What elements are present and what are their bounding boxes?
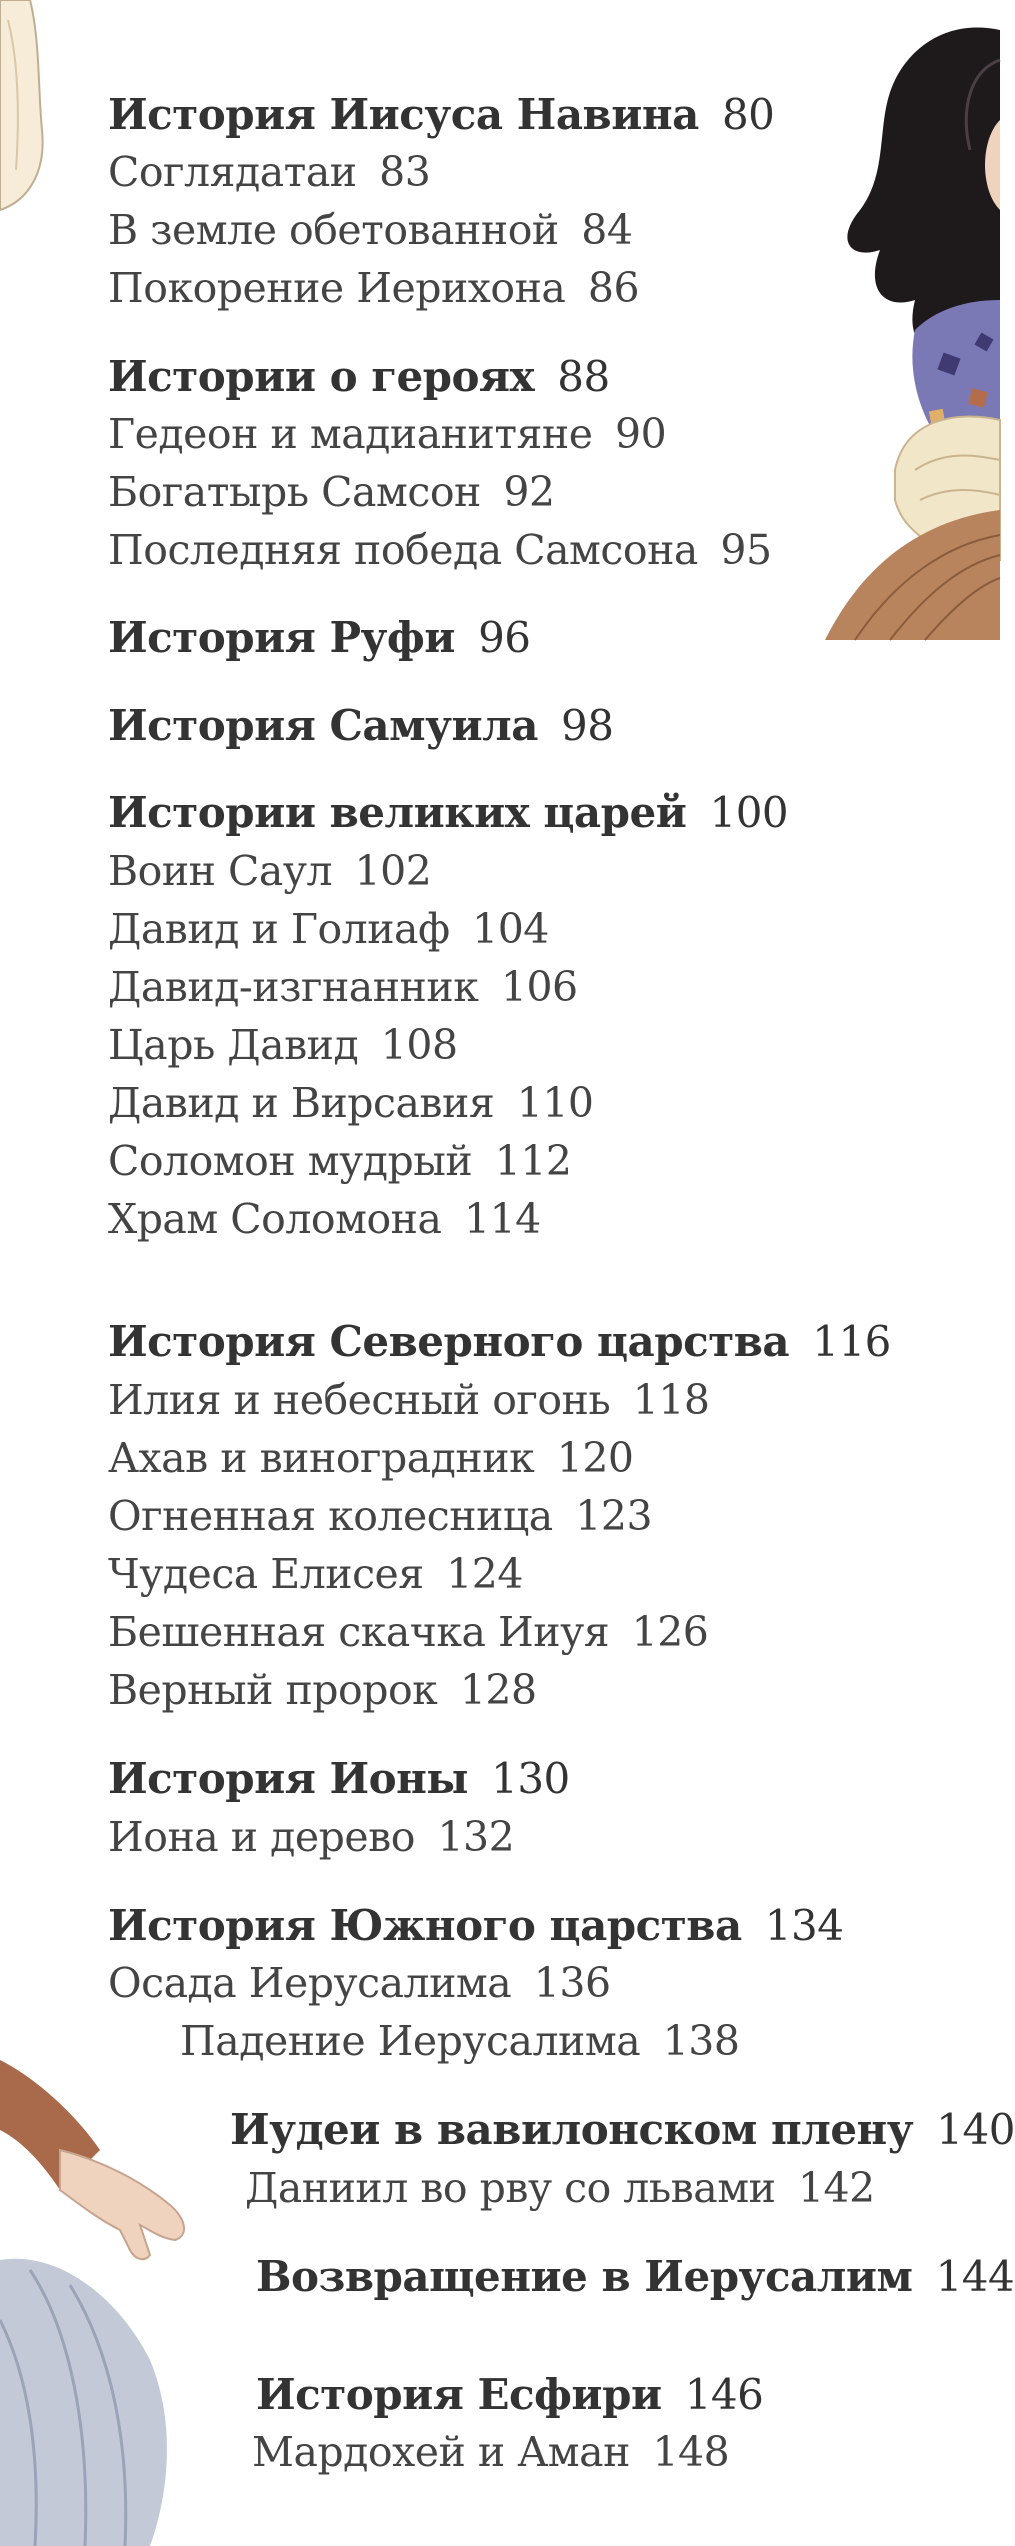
toc-entry-title: Давид и Голиаф	[108, 905, 450, 953]
toc-entry-page: 95	[720, 526, 772, 574]
toc-entry[interactable]	[230, 2105, 1015, 2154]
toc-entry-title: В земле обетованной	[108, 206, 559, 254]
toc-entry-page: 134	[764, 1901, 844, 1950]
toc-entry-page: 144	[935, 2252, 1015, 2301]
toc-entry[interactable]	[108, 1608, 709, 1656]
toc-entry-page: 140	[936, 2105, 1015, 2154]
toc-entry-page: 148	[652, 2428, 730, 2476]
toc-entry-title: Царь Давид	[108, 1021, 359, 1069]
toc-entry-title: Мардохей и Аман	[252, 2428, 630, 2476]
cloth-illustration-top-left	[0, 0, 60, 220]
toc-entry[interactable]	[108, 206, 633, 254]
toc-entry-page: 114	[463, 1195, 541, 1243]
toc-entry-title: Последняя победа Самсона	[108, 526, 698, 574]
toc-entry-page: 102	[354, 847, 432, 895]
toc-entry-page: 104	[472, 905, 549, 953]
toc-entry[interactable]	[108, 1492, 653, 1540]
toc-entry[interactable]	[108, 963, 578, 1011]
toc-entry[interactable]	[108, 1021, 458, 1069]
woman-illustration-top-right	[755, 0, 1000, 640]
toc-entry-page: 100	[709, 788, 789, 837]
figure-illustration-bottom-left	[0, 2040, 250, 2546]
toc-entry-page: 92	[503, 468, 555, 516]
toc-entry-title: Огненная колесница	[108, 1492, 553, 1540]
toc-entry-page: 108	[380, 1021, 458, 1069]
toc-entry-title: История Самуила	[108, 701, 538, 750]
toc-entry[interactable]	[108, 905, 549, 953]
toc-entry-page: 123	[575, 1492, 653, 1540]
toc-entry-page: 98	[561, 701, 614, 750]
toc-entry-title: Даниил во рву со львами	[245, 2164, 776, 2212]
toc-entry-title: Покорение Иерихона	[108, 264, 566, 312]
toc-entry-title: Иудеи в вавилонском плену	[230, 2105, 914, 2154]
toc-entry-title: Ахав и виноградник	[108, 1434, 535, 1482]
toc-entry-page: 118	[632, 1376, 710, 1424]
toc-entry-page: 80	[721, 90, 775, 139]
toc-entry[interactable]	[108, 1137, 572, 1185]
toc-entry[interactable]	[108, 613, 531, 662]
toc-entry-title: Давид и Вирсавия	[108, 1079, 495, 1127]
toc-entry[interactable]	[108, 788, 789, 837]
toc-entry-title: История Северного царства	[108, 1317, 790, 1366]
toc-entry[interactable]	[108, 847, 432, 895]
toc-entry-title: Падение Иерусалима	[180, 2017, 641, 2065]
toc-entry-title: История Ионы	[108, 1754, 469, 1803]
toc-entry-page: 116	[812, 1317, 891, 1366]
toc-entry[interactable]	[256, 2370, 764, 2419]
toc-entry[interactable]	[108, 526, 772, 574]
toc-entry-title: История Руфи	[108, 613, 455, 662]
toc-entry-title: Бешенная скачка Ииуя	[108, 1608, 610, 1656]
toc-entry-page: 83	[379, 148, 431, 196]
toc-entry-page: 84	[581, 206, 633, 254]
toc-entry[interactable]	[180, 2017, 740, 2065]
toc-entry-page: 128	[459, 1666, 537, 1714]
toc-entry[interactable]	[108, 1376, 710, 1424]
toc-entry[interactable]	[108, 1813, 515, 1861]
toc-entry-title: Иона и дерево	[108, 1813, 415, 1861]
toc-entry[interactable]	[108, 90, 775, 139]
toc-entry[interactable]	[108, 352, 610, 401]
toc-entry-page: 146	[684, 2370, 764, 2419]
toc-entry-page: 90	[615, 410, 667, 458]
toc-entry-page: 138	[662, 2017, 740, 2065]
toc-entry[interactable]	[108, 1550, 523, 1598]
toc-entry-page: 142	[797, 2164, 875, 2212]
toc-entry[interactable]	[108, 1195, 541, 1243]
toc-entry-page: 126	[631, 1608, 709, 1656]
toc-entry-page: 124	[446, 1550, 523, 1598]
toc-entry-page: 130	[491, 1754, 570, 1803]
toc-entry-title: Гедеон и мадианитяне	[108, 410, 593, 458]
toc-entry-title: История Южного царства	[108, 1901, 742, 1950]
toc-entry[interactable]	[108, 410, 667, 458]
toc-entry-title: Давид-изгнанник	[108, 963, 479, 1011]
toc-entry-page: 110	[516, 1079, 594, 1127]
toc-entry-title: Чудеса Елисея	[108, 1550, 424, 1598]
toc-entry-title: Истории великих царей	[108, 788, 687, 837]
toc-entry-title: Верный пророк	[108, 1666, 438, 1714]
toc-entry[interactable]	[108, 1901, 844, 1950]
toc-entry[interactable]	[245, 2164, 875, 2212]
toc-entry[interactable]	[256, 2252, 1015, 2301]
toc-entry[interactable]	[108, 1317, 891, 1366]
toc-entry-page: 86	[587, 264, 640, 312]
toc-entry-page: 132	[437, 1813, 515, 1861]
toc-entry-title: Богатырь Самсон	[108, 468, 481, 516]
toc-entry[interactable]	[108, 468, 555, 516]
toc-entry-title: Илия и небесный огонь	[108, 1376, 611, 1424]
toc-entry-title: Истории о героях	[108, 352, 535, 401]
toc-entry[interactable]	[108, 1959, 611, 2007]
toc-entry-title: Воин Саул	[108, 847, 332, 895]
toc-entry-page: 120	[556, 1434, 634, 1482]
toc-entry[interactable]	[108, 148, 431, 196]
toc-entry-page: 136	[533, 1959, 611, 2007]
toc-entry-page: 96	[478, 613, 531, 662]
toc-entry[interactable]	[108, 1666, 537, 1714]
toc-entry-title: Осада Иерусалима	[108, 1959, 512, 2007]
toc-entry-page: 106	[500, 963, 578, 1011]
toc-entry[interactable]	[252, 2428, 730, 2476]
toc-entry[interactable]	[108, 264, 640, 312]
toc-entry-title: История Иисуса Навина	[108, 90, 699, 139]
toc-entry[interactable]	[108, 1754, 570, 1803]
toc-entry[interactable]	[108, 1434, 634, 1482]
toc-entry-title: История Есфири	[256, 2370, 662, 2419]
toc-entry-title: Храм Соломона	[108, 1195, 442, 1243]
toc-entry-title: Соломон мудрый	[108, 1137, 473, 1185]
toc-entry[interactable]	[108, 1079, 594, 1127]
toc-entry[interactable]	[108, 701, 614, 750]
toc-entry-page: 112	[494, 1137, 572, 1185]
toc-entry-page: 88	[557, 352, 610, 401]
toc-entry-title: Возвращение в Иерусалим	[256, 2252, 913, 2301]
toc-entry-title: Соглядатаи	[108, 148, 357, 196]
